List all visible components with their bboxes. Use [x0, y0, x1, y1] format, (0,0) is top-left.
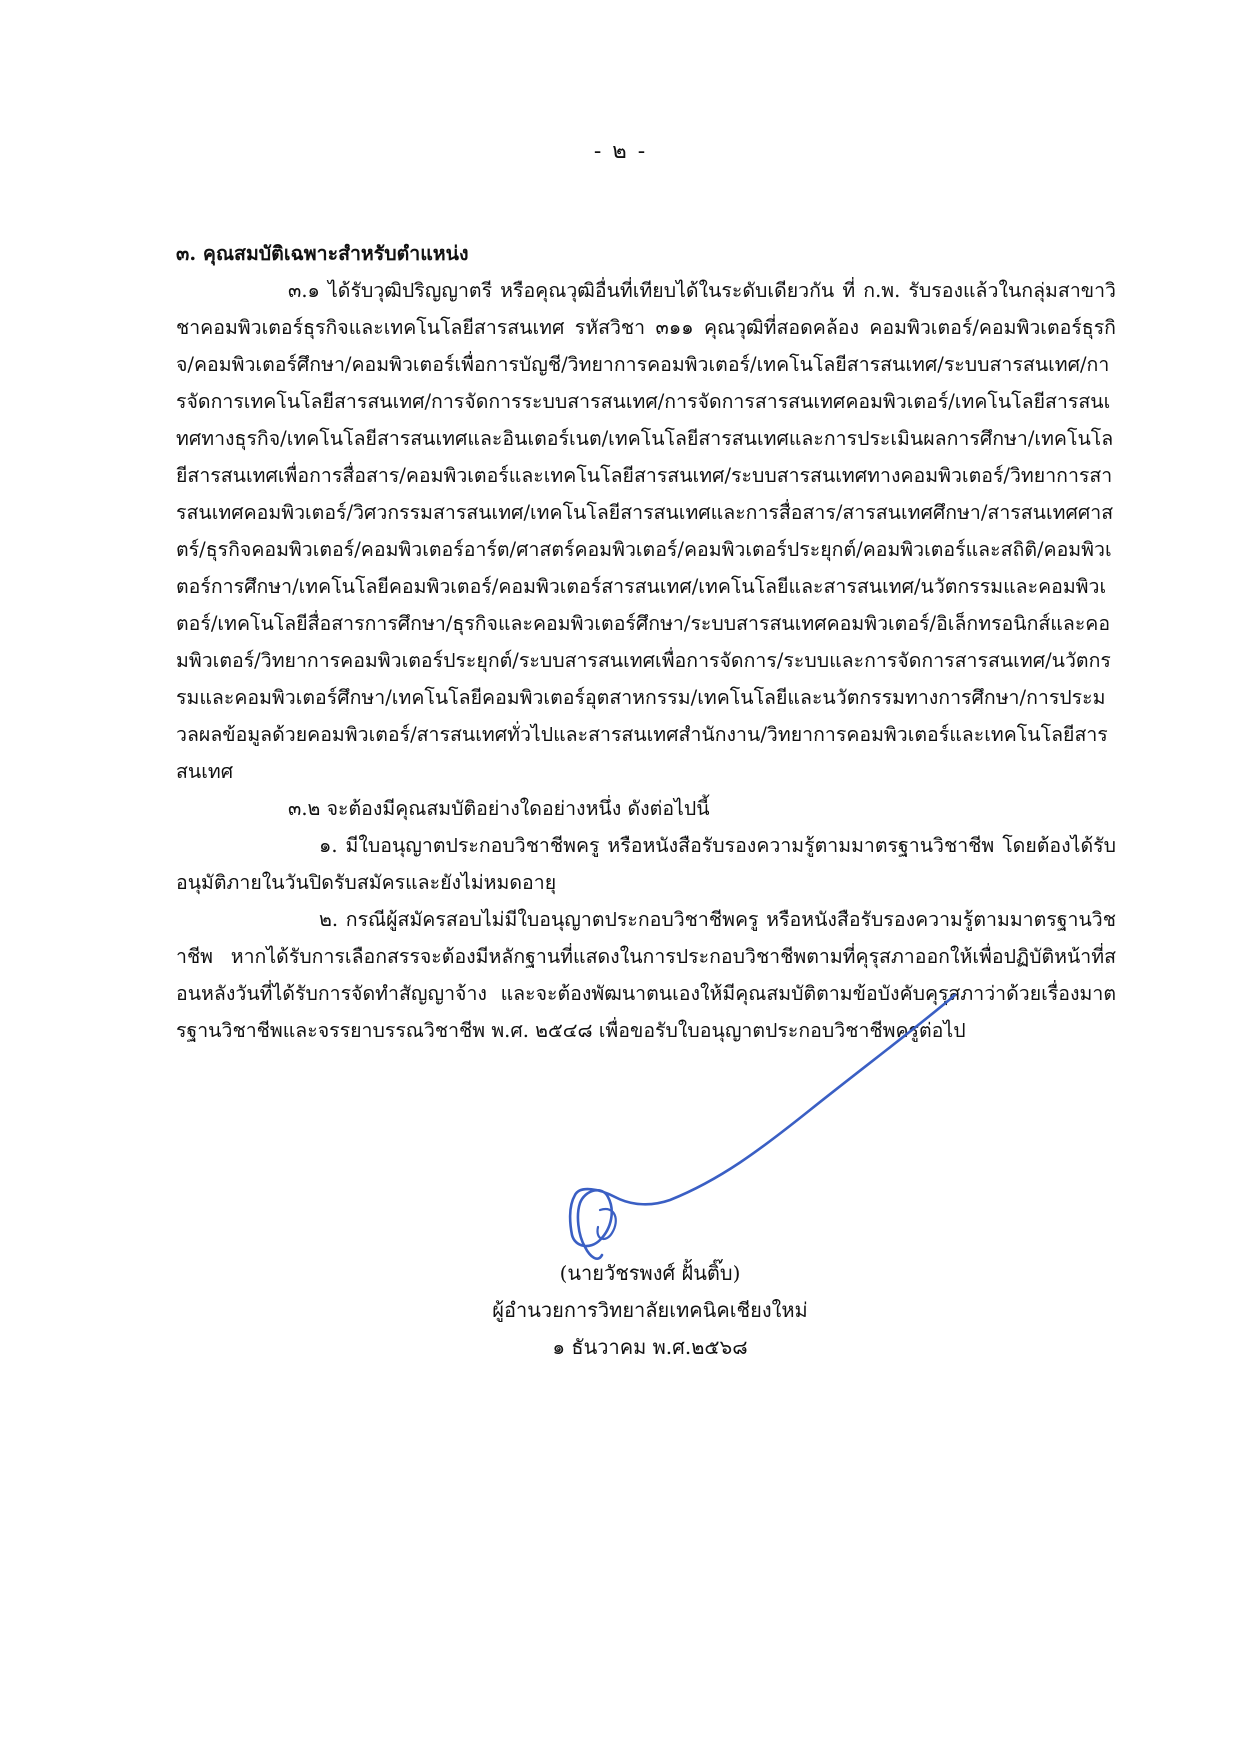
qualification-3-2-sub-2: ๒. กรณีผู้สมัครสอบไม่มีใบอนุญาตประกอบวิชาชีพครู หรือหนังสือรับรองความรู้ตามมาตรฐานวิชาชีพ หากได้รับการเลือกสรรจะต้องมีหลักฐานที่แสดงในการประกอบวิชาชีพตามที่คุรุสภาออกให้เพื่อปฏิบัติหน้าที่สอนหลังวันที่ได้รับการจัดทำสัญญาจ้าง และจะต้องพัฒนาตนเองให้มีคุณสมบัติตามข้อบังคับคุรุสภาว่าด้วยเรื่องมาตรฐานวิชาชีพและจรรยาบรรณวิชาชีพ พ.ศ. ๒๕๔๘ เพื่อขอรับใบอนุญาตประกอบวิชาชีพครูต่อไป: [176, 908, 1116, 1042]
qualification-3-2-sub-1: ๑. มีใบอนุญาตประกอบวิชาชีพครู หรือหนังสือรับรองความรู้ตามมาตรฐานวิชาชีพ โดยต้องได้รับอนุมัติภายในวันปิดรับสมัครและยังไม่หมดอายุ: [176, 834, 1116, 894]
signature-date: ๑ ธันวาคม พ.ศ.๒๕๖๘: [552, 1335, 748, 1359]
qualification-3-2: ๓.๒ จะต้องมีคุณสมบัติอย่างใดอย่างหนึ่ง ดังต่อไปนี้: [288, 797, 710, 820]
section-heading: ๓. คุณสมบัติเฉพาะสำหรับตำแหน่ง: [176, 242, 469, 265]
page-number: - ๒ -: [593, 139, 648, 164]
signatory-name: (นายวัชรพงศ์ ฝั้นติ๊บ): [559, 1261, 741, 1285]
qualification-3-1: ๓.๑ ได้รับวุฒิปริญญาตรี หรือคุณวุฒิอื่นที่เทียบได้ในระดับเดียวกัน ที่ ก.พ. รับรองแล้วในกลุ่มสาขาวิชาคอมพิวเตอร์ธุรกิจและเทคโนโลยีสารสนเทศ รหัสวิชา ๓๑๑ คุณวุฒิที่สอดคล้อง คอมพิวเตอร์/คอมพิวเตอร์ธุรกิจ/คอมพิวเตอร์ศึกษา/คอมพิวเตอร์เพื่อการบัญชี/วิทยาการคอมพิวเตอร์/เทคโนโลยีสารสนเทศ/ระบบสารสนเทศ/การจัดการเทคโนโลยีสารสนเทศ/การจัดการระบบสารสนเทศ/การจัดการสารสนเทศคอมพิวเตอร์/เทคโนโลยีสารสนเทศทางธุรกิจ/เทคโนโลยีสารสนเทศและอินเตอร์เนต/เทคโนโลยีสารสนเทศและการประเมินผลการศึกษา/เทคโนโลยีสารสนเทศเพื่อการสื่อสาร/คอมพิวเตอร์และเทคโนโลยีสารสนเทศ/ระบบสารสนเทศทางคอมพิวเตอร์/วิทยาการสารสนเทศคอมพิวเตอร์/วิศวกรรมสารสนเทศ/เทคโนโลยีสารสนเทศและการสื่อสาร/สารสนเทศศึกษา/สารสนเทศศาสตร์/ธุรกิจคอมพิวเตอร์/คอมพิวเตอร์อาร์ต/ศาสตร์คอมพิวเตอร์/คอมพิวเตอร์ประยุกต์/คอมพิวเตอร์และสถิติ/คอมพิวเตอร์การศึกษา/เทคโนโลยีคอมพิวเตอร์/คอมพิวเตอร์สารสนเทศ/เทคโนโลยีและสารสนเทศ/นวัตกรรมและคอมพิวเตอร์/เทคโนโลยีสื่อสารการศึกษา/ธุรกิจและคอมพิวเตอร์ศึกษา/ระบบสารสนเทศคอมพิวเตอร์/อิเล็กทรอนิกส์และคอมพิวเตอร์/วิทยาการคอมพิวเตอร์ประยุกต์/ระบบสารสนเทศเพื่อการจัดการ/ระบบและการจัดการสารสนเทศ/นวัตกรรมและคอมพิวเตอร์ศึกษา/เทคโนโลยีคอมพิวเตอร์อุตสาหกรรม/เทคโนโลยีและนวัตกรรมทางการศึกษา/การประมวลผลข้อมูลด้วยคอมพิวเตอร์/สารสนเทศทั่วไปและสารสนเทศสำนักงาน/วิทยาการคอมพิวเตอร์และเทคโนโลยีสารสนเทศ: [176, 279, 1116, 783]
document-body: [176, 235, 1116, 1049]
signature-block: [400, 1255, 900, 1366]
signatory-position: ผู้อำนวยการวิทยาลัยเทคนิคเชียงใหม่: [492, 1298, 808, 1322]
